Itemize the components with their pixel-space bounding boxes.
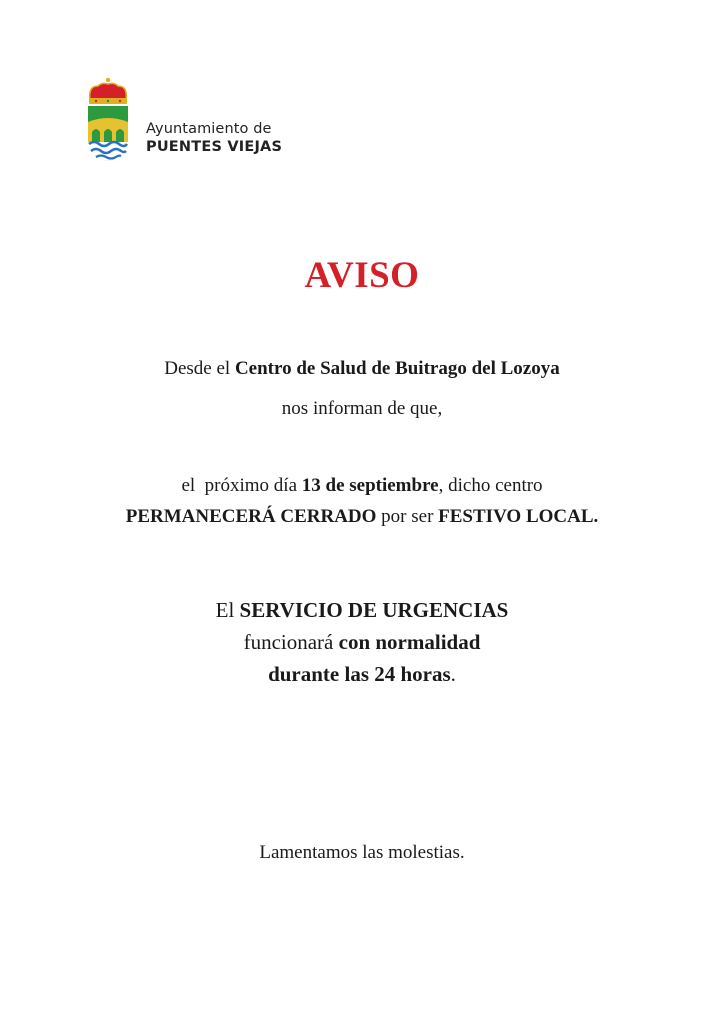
hours: durante las 24 horas	[268, 662, 451, 686]
text: El	[215, 598, 240, 622]
inform-line: nos informan de que,	[281, 398, 443, 419]
source-line	[0, 356, 724, 382]
date: 13 de septiembre	[301, 475, 439, 496]
date-line	[0, 472, 724, 500]
emergency-line-3	[0, 658, 724, 690]
text: funcionará	[243, 630, 339, 654]
paragraph-source	[0, 356, 724, 422]
closing-line: Lamentamos las molestias.	[259, 842, 465, 863]
emergency-line-2	[0, 626, 724, 658]
closure-line	[0, 503, 724, 531]
text: , dicho centro	[438, 475, 543, 496]
health-center-name: Centro de Salud de Buitrago del Lozoya	[234, 358, 560, 379]
paragraph-closure	[0, 472, 724, 531]
closed-notice: PERMANECERÁ CERRADO	[125, 506, 377, 527]
coat-of-arms-icon	[84, 76, 132, 162]
emergency-line-1	[0, 594, 724, 626]
municipality-logo	[84, 76, 304, 164]
text: por ser	[376, 506, 439, 527]
paragraph-emergency	[0, 594, 724, 690]
text: Desde el	[164, 358, 235, 379]
text: el próximo día	[181, 475, 302, 496]
logo-line-1: Ayuntamiento de	[146, 121, 272, 137]
emergency-service: SERVICIO DE URGENCIAS	[239, 598, 509, 622]
notice-title: AVISO	[304, 255, 420, 296]
logo-text	[146, 120, 282, 156]
normal-operation: con normalidad	[338, 630, 481, 654]
text: .	[450, 662, 456, 686]
logo-line-2: PUENTES VIEJAS	[146, 139, 283, 155]
local-holiday: FESTIVO LOCAL.	[438, 506, 599, 527]
